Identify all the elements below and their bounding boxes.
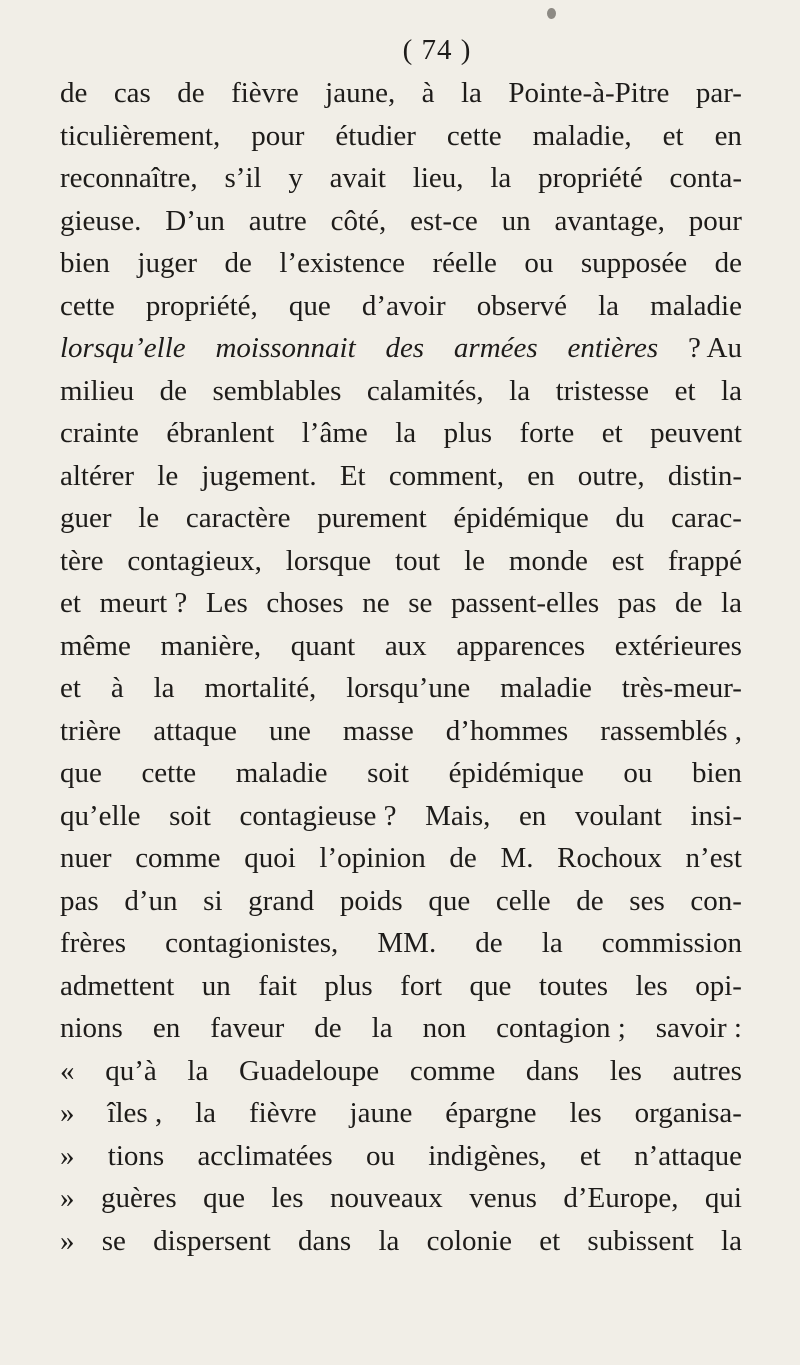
text-line bbox=[60, 157, 742, 200]
word: lorsque bbox=[285, 544, 372, 577]
word: guer bbox=[60, 502, 112, 534]
word: la bbox=[490, 162, 512, 194]
word: grand bbox=[248, 884, 315, 917]
word: qu’elle bbox=[60, 799, 141, 832]
word: Les bbox=[205, 587, 248, 619]
word: de bbox=[449, 842, 477, 874]
word: que bbox=[288, 289, 331, 322]
word: mortalité, bbox=[204, 672, 317, 704]
word: le bbox=[157, 459, 179, 492]
word: bien bbox=[691, 757, 742, 789]
word: jugement. bbox=[201, 459, 317, 492]
word: de bbox=[314, 1012, 342, 1044]
word: opi- bbox=[695, 969, 742, 1002]
word: faveur bbox=[210, 1012, 285, 1044]
word: en bbox=[152, 1012, 181, 1044]
word: un bbox=[501, 204, 531, 237]
word: Mais, bbox=[425, 799, 491, 832]
word: contagieuse ? bbox=[239, 799, 397, 832]
word: armées bbox=[453, 332, 538, 364]
word: n’est bbox=[685, 842, 742, 874]
word: d’avoir bbox=[361, 289, 446, 322]
word: et bbox=[674, 374, 696, 407]
word: la bbox=[721, 374, 742, 407]
word: à bbox=[110, 672, 124, 704]
word: Guadeloupe bbox=[239, 1054, 380, 1087]
word: maladie, bbox=[532, 119, 632, 152]
word: jaune bbox=[349, 1097, 413, 1129]
word: par- bbox=[695, 77, 742, 109]
word: des bbox=[385, 332, 425, 364]
text-line bbox=[60, 540, 742, 583]
word: bien bbox=[60, 247, 110, 279]
word: conta- bbox=[669, 162, 742, 194]
word: de bbox=[177, 77, 205, 109]
text-line bbox=[60, 1220, 742, 1263]
word: en bbox=[714, 119, 742, 152]
word: les bbox=[569, 1097, 602, 1129]
word: et bbox=[601, 417, 623, 449]
word: nuer bbox=[60, 842, 112, 874]
text-line bbox=[60, 752, 742, 795]
word: extérieures bbox=[614, 629, 742, 662]
word: la bbox=[371, 1012, 393, 1044]
text-line bbox=[60, 497, 742, 540]
word: propriété, bbox=[145, 289, 258, 322]
word: juger bbox=[137, 247, 198, 279]
word: nions bbox=[60, 1012, 123, 1044]
word: observé bbox=[476, 289, 567, 322]
word: îles , bbox=[107, 1097, 163, 1129]
word: plus bbox=[324, 969, 373, 1002]
word: de bbox=[475, 927, 503, 959]
word: guères bbox=[100, 1182, 177, 1214]
word: y bbox=[288, 162, 303, 194]
word: se bbox=[101, 1224, 126, 1257]
word: comment, bbox=[388, 459, 504, 492]
word: la bbox=[153, 672, 175, 704]
word: M. bbox=[500, 842, 534, 874]
word: apparences bbox=[456, 629, 586, 662]
word: fièvre bbox=[248, 1097, 317, 1129]
word: avait bbox=[329, 162, 386, 194]
word: carac- bbox=[671, 502, 742, 534]
word: qu’à bbox=[105, 1054, 157, 1087]
word: maladie bbox=[650, 289, 742, 322]
word: soit bbox=[367, 757, 409, 789]
word: Et bbox=[339, 459, 366, 492]
word: entières bbox=[567, 332, 659, 364]
word: maladie bbox=[235, 757, 328, 789]
text-line bbox=[60, 115, 742, 158]
word: de bbox=[159, 374, 187, 407]
word: jaune, bbox=[325, 77, 396, 109]
word: que bbox=[469, 969, 512, 1002]
word: dans bbox=[298, 1224, 352, 1257]
word: et bbox=[579, 1139, 601, 1172]
text-line bbox=[60, 710, 742, 753]
word: côté, bbox=[330, 204, 387, 237]
text-line bbox=[60, 837, 742, 880]
word: le bbox=[464, 544, 486, 577]
word: commission bbox=[601, 927, 742, 959]
word: la bbox=[509, 374, 531, 407]
word: que bbox=[428, 884, 471, 917]
word: les bbox=[271, 1182, 304, 1214]
word: lorsqu’elle bbox=[60, 332, 186, 364]
word: masse bbox=[342, 714, 414, 747]
text-line bbox=[60, 200, 742, 243]
word: est bbox=[611, 544, 644, 577]
word: une bbox=[268, 714, 311, 747]
ink-speck bbox=[547, 8, 556, 19]
word: » bbox=[60, 1139, 75, 1172]
page-number: ( 74 ) bbox=[402, 34, 472, 66]
word: contagionistes, bbox=[165, 927, 339, 959]
word: Rochoux bbox=[557, 842, 662, 874]
word: de bbox=[675, 587, 703, 619]
word: plus bbox=[443, 417, 493, 449]
word: fait bbox=[258, 969, 297, 1002]
word: monde bbox=[508, 544, 588, 577]
text-line bbox=[60, 285, 742, 328]
word: ou bbox=[623, 757, 653, 789]
word: venus bbox=[469, 1182, 537, 1214]
word: pas bbox=[617, 587, 657, 619]
word: d’hommes bbox=[445, 714, 569, 747]
word: rassemblés , bbox=[600, 714, 742, 747]
word: de bbox=[714, 247, 742, 279]
word: pour bbox=[251, 119, 305, 152]
word: du bbox=[615, 502, 645, 534]
word: crainte bbox=[60, 417, 139, 449]
word: très-meur- bbox=[621, 672, 742, 704]
word: comme bbox=[135, 842, 221, 874]
text-line bbox=[60, 922, 742, 965]
word: contagion ; bbox=[496, 1012, 626, 1044]
word: un bbox=[201, 969, 231, 1002]
text-line bbox=[60, 1177, 742, 1220]
word: la bbox=[378, 1224, 400, 1257]
word: dans bbox=[525, 1054, 580, 1087]
word: pour bbox=[688, 204, 742, 237]
word: MM. bbox=[377, 927, 437, 959]
text-line bbox=[60, 327, 742, 370]
word: quant bbox=[290, 629, 356, 662]
word: ébranlent bbox=[166, 417, 275, 449]
word: organisa- bbox=[634, 1097, 742, 1129]
word: que bbox=[60, 757, 102, 789]
word: ou bbox=[365, 1139, 395, 1172]
word: D’un bbox=[165, 204, 225, 237]
word: propriété bbox=[538, 162, 643, 194]
word: les bbox=[609, 1054, 642, 1087]
word: « bbox=[60, 1054, 75, 1087]
word: comme bbox=[409, 1054, 496, 1087]
word: tère bbox=[60, 544, 104, 577]
word: voulant bbox=[574, 799, 662, 832]
word: avantage, bbox=[554, 204, 665, 237]
word: et bbox=[60, 672, 81, 704]
word: à bbox=[421, 77, 435, 109]
word: la bbox=[460, 77, 482, 109]
word: admettent bbox=[60, 969, 175, 1002]
word: la bbox=[187, 1054, 209, 1087]
word: le bbox=[138, 502, 160, 534]
word: ses bbox=[629, 884, 665, 917]
text-line bbox=[60, 370, 742, 413]
word: contagieux, bbox=[127, 544, 262, 577]
word: forte bbox=[519, 417, 575, 449]
word: frères bbox=[60, 927, 127, 959]
text-line bbox=[60, 412, 742, 455]
word: la bbox=[195, 1097, 217, 1129]
word: l’opinion bbox=[319, 842, 426, 874]
word: acclimatées bbox=[197, 1139, 333, 1172]
text-line bbox=[60, 455, 742, 498]
text-line bbox=[60, 795, 742, 838]
text-line bbox=[60, 667, 742, 710]
word: frappé bbox=[667, 544, 742, 577]
word: les bbox=[635, 969, 668, 1002]
word: poids bbox=[339, 884, 403, 917]
word: subissent bbox=[587, 1224, 694, 1257]
word: réelle bbox=[432, 247, 497, 279]
word: toutes bbox=[538, 969, 609, 1002]
word: la bbox=[395, 417, 417, 449]
word: ne bbox=[362, 587, 390, 619]
word: non bbox=[422, 1012, 467, 1044]
word: outre, bbox=[577, 459, 645, 492]
word: d’un bbox=[124, 884, 178, 917]
word: épidémique bbox=[453, 502, 589, 534]
word: milieu bbox=[60, 374, 135, 407]
word: con- bbox=[690, 884, 742, 917]
text-line bbox=[60, 625, 742, 668]
word: l’âme bbox=[301, 417, 368, 449]
word: reconnaître, bbox=[60, 162, 198, 194]
text-line bbox=[60, 1092, 742, 1135]
word: tout bbox=[395, 544, 441, 577]
word: ticulièrement, bbox=[60, 119, 221, 152]
word: se bbox=[408, 587, 433, 619]
word: peuvent bbox=[650, 417, 742, 449]
word: lieu, bbox=[412, 162, 464, 194]
word: la bbox=[721, 587, 742, 619]
word: » bbox=[60, 1182, 75, 1214]
word: moissonnait bbox=[215, 332, 356, 364]
word: autre bbox=[248, 204, 307, 237]
text-line bbox=[60, 582, 742, 625]
text-line bbox=[60, 242, 742, 285]
word: cette bbox=[141, 757, 197, 789]
word: même bbox=[60, 629, 131, 662]
word: trière bbox=[60, 714, 122, 747]
word: la bbox=[598, 289, 620, 322]
word: colonie bbox=[426, 1224, 512, 1257]
word: insi- bbox=[690, 799, 742, 832]
word: altérer bbox=[60, 459, 135, 492]
word: ou bbox=[524, 247, 554, 279]
word: maladie bbox=[500, 672, 592, 704]
word: épidémique bbox=[448, 757, 584, 789]
word: celle bbox=[495, 884, 551, 917]
word: la bbox=[541, 927, 563, 959]
word: semblables bbox=[212, 374, 342, 407]
word: soit bbox=[169, 799, 211, 832]
word: tions bbox=[107, 1139, 165, 1172]
word: quoi bbox=[244, 842, 296, 874]
word: dispersent bbox=[153, 1224, 271, 1257]
word: meurt ? bbox=[99, 587, 188, 619]
word: manière, bbox=[160, 629, 262, 662]
word: fièvre bbox=[231, 77, 299, 109]
word: gieuse. bbox=[60, 204, 142, 237]
word: cas bbox=[113, 77, 151, 109]
word: caractère bbox=[185, 502, 291, 534]
word: distin- bbox=[667, 459, 742, 492]
word: et bbox=[539, 1224, 561, 1257]
word: indigènes, bbox=[428, 1139, 547, 1172]
word: n’attaque bbox=[634, 1139, 742, 1172]
word: de bbox=[60, 77, 88, 109]
word: calamités, bbox=[366, 374, 484, 407]
word: pas bbox=[60, 884, 99, 917]
word: supposée bbox=[580, 247, 688, 279]
text-line bbox=[60, 1007, 742, 1050]
word: d’Europe, bbox=[563, 1182, 679, 1214]
word: choses bbox=[266, 587, 344, 619]
word: ? Au bbox=[688, 332, 742, 364]
word: et bbox=[662, 119, 684, 152]
word: fort bbox=[400, 969, 443, 1002]
text-line bbox=[60, 965, 742, 1008]
word: lorsqu’une bbox=[346, 672, 471, 704]
word: est-ce bbox=[410, 204, 478, 237]
word: qui bbox=[704, 1182, 742, 1214]
text-line bbox=[60, 1135, 742, 1178]
word: cette bbox=[60, 289, 115, 322]
text-line bbox=[60, 1050, 742, 1093]
word: autres bbox=[672, 1054, 742, 1087]
text-line bbox=[60, 880, 742, 923]
word: savoir : bbox=[655, 1012, 742, 1044]
word: aux bbox=[384, 629, 427, 662]
text-line bbox=[60, 72, 742, 115]
word: passent-elles bbox=[451, 587, 600, 619]
word: étudier bbox=[335, 119, 416, 152]
word: s’il bbox=[224, 162, 262, 194]
word: si bbox=[203, 884, 223, 917]
word: » bbox=[60, 1097, 75, 1129]
word: attaque bbox=[153, 714, 237, 747]
word: et bbox=[60, 587, 81, 619]
word: l’existence bbox=[279, 247, 405, 279]
word: épargne bbox=[445, 1097, 537, 1129]
word: tristesse bbox=[555, 374, 650, 407]
word: de bbox=[576, 884, 604, 917]
word: la bbox=[721, 1224, 742, 1257]
word: en bbox=[527, 459, 555, 492]
word: nouveaux bbox=[330, 1182, 443, 1214]
body-text bbox=[60, 72, 742, 1262]
word: que bbox=[203, 1182, 245, 1214]
word: » bbox=[60, 1224, 75, 1257]
word: cette bbox=[446, 119, 502, 152]
word: en bbox=[518, 799, 547, 832]
word: Pointe-à-Pitre bbox=[508, 77, 670, 109]
word: purement bbox=[317, 502, 427, 534]
word: de bbox=[224, 247, 252, 279]
